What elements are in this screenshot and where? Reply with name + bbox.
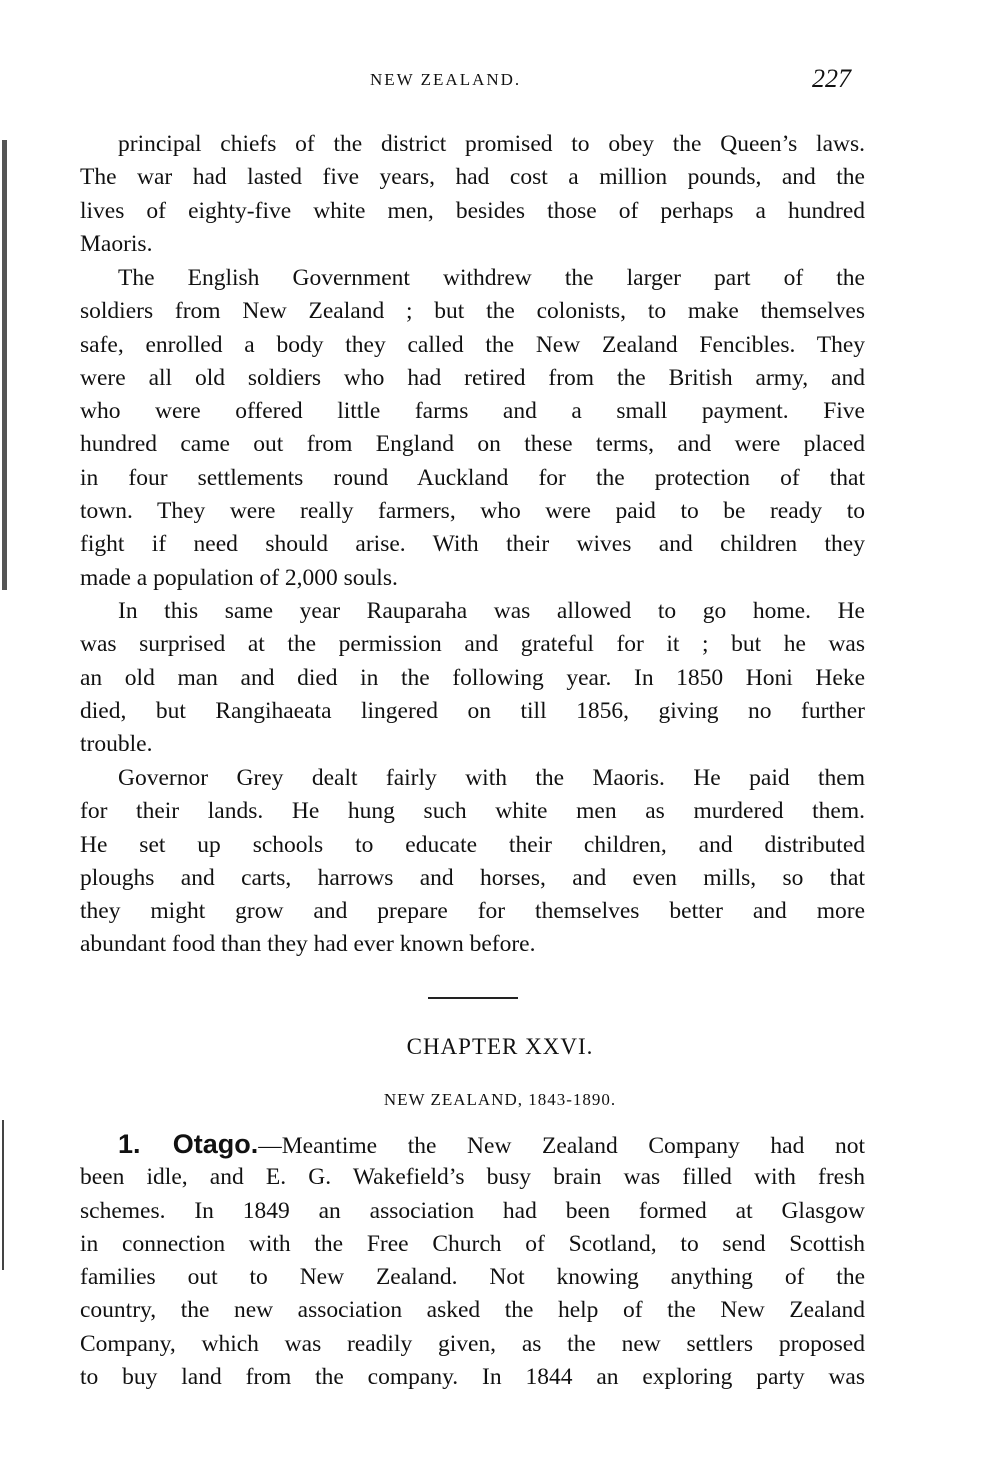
text-line: ploughs and carts, harrows and horses, and even mills, so that: [80, 864, 865, 891]
text-line: in connection with the Free Church of Scotland, to send Scottish: [80, 1230, 865, 1257]
text-line: died, but Rangihaeata lingered on till 1856, giving no further: [80, 697, 865, 724]
text-line: been idle, and E. G. Wakefield’s busy brain was filled with fresh: [80, 1164, 865, 1191]
paragraph-3: [80, 595, 865, 761]
text-line: schemes. In 1849 an association had been formed at Glasgow: [80, 1197, 865, 1224]
text-line: hundred came out from England on these terms, and were placed: [80, 431, 865, 458]
section-otago: [80, 1128, 865, 1394]
text-line: families out to New Zealand. Not knowing anything of the: [80, 1264, 865, 1291]
page-number: 227: [812, 64, 851, 93]
running-title: NEW ZEALAND.: [370, 70, 522, 89]
text-line: town. They were really farmers, who were paid to be ready to: [80, 498, 865, 525]
text-line: in four settlements round Auckland for the protection of that: [80, 464, 865, 491]
text-line: The war had lasted five years, had cost a million pounds, and the: [80, 164, 865, 191]
paragraph-1: [80, 128, 865, 261]
text-line: country, the new association asked the help of the New Zealand: [80, 1297, 865, 1324]
chapter-title: CHAPTER XXVI.: [406, 1034, 594, 1059]
text-line: they might grow and prepare for themselves better and more: [80, 898, 865, 925]
text-line: Company, which was readily given, as the new settlers proposed: [80, 1330, 865, 1357]
section-first-line: [80, 1128, 865, 1161]
text-line: safe, enrolled a body they called the New Zealand Fencibles. They: [80, 331, 865, 358]
text-line: Maoris.: [80, 230, 153, 257]
text-line: In this same year Rauparaha was allowed to go home. He: [118, 598, 865, 624]
text-line: was surprised at the permission and grateful for it ; but he was: [80, 631, 865, 658]
text-line: for their lands. He hung such white men as murdered them.: [80, 798, 865, 825]
text-line: were all old soldiers who had retired from the British army, and: [80, 364, 865, 391]
text-line: trouble.: [80, 731, 153, 758]
text-line: abundant food than they had ever known before.: [80, 931, 536, 958]
text-line: who were offered little farms and a small payment. Five: [80, 398, 865, 425]
chapter-subtitle: NEW ZEALAND, 1843-1890.: [383, 1090, 617, 1109]
text-line: Governor Grey dealt fairly with the Maoris. He paid them: [118, 765, 865, 791]
text-line: The English Government withdrew the larger part of the: [118, 265, 865, 291]
text-line: made a population of 2,000 souls.: [80, 564, 398, 591]
section-divider: [428, 997, 518, 999]
section-first-line-text: —Meantime the New Zealand Company had not: [258, 1133, 865, 1159]
text-line: fight if need should arise. With their wives and children they: [80, 531, 865, 558]
section-heading: 1. Otago.: [118, 1129, 259, 1159]
scan-margin-shadow: [2, 140, 7, 590]
scan-margin-shadow: [2, 1120, 4, 1270]
text-line: He set up schools to educate their children, and distributed: [80, 831, 865, 858]
text-line: an old man and died in the following year. In 1850 Honi Heke: [80, 664, 865, 691]
text-line: principal chiefs of the district promised to obey the Queen’s laws.: [118, 131, 865, 157]
paragraph-4: [80, 762, 865, 962]
text-line: soldiers from New Zealand ; but the colonists, to make themselves: [80, 298, 865, 325]
paragraph-2: [80, 262, 865, 595]
text-line: lives of eighty-five white men, besides those of perhaps a hundred: [80, 197, 865, 224]
text-line: to buy land from the company. In 1844 an exploring party was: [80, 1364, 865, 1391]
